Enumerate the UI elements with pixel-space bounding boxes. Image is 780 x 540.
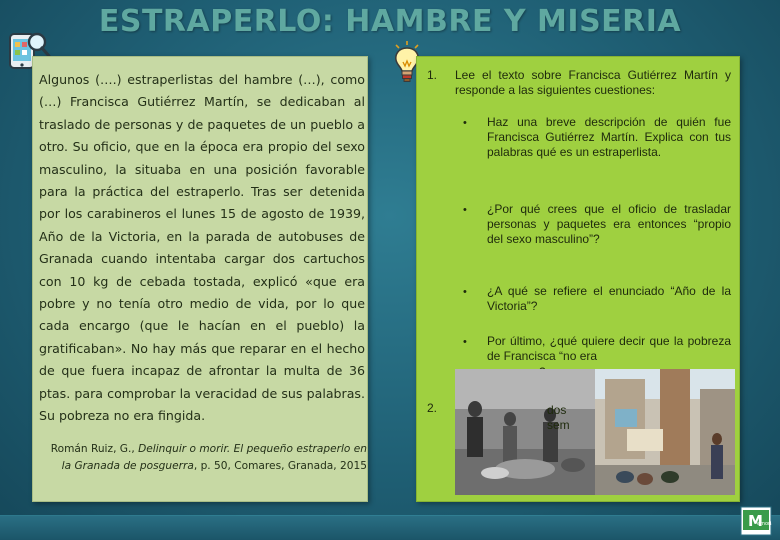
citation-title: Delinquir o morir. El pequeño estraperlo en la Granada de posguerra (61, 443, 367, 472)
logo-letter: M (748, 512, 763, 530)
questions-panel (416, 56, 740, 502)
citation (41, 441, 367, 475)
source-paragraph: Algunos (….) estraperlistas del hambre (…), como (…) Francisca Gutiérrez Martín, se dedicaban al traslado de personas y de paquetes de un pueblo a otro. Su oficio, que en la época era propio del sexo masculino, la situaba en una posición favorable para la práctica del estraperlo. Tras ser detenida por los carabineros el lunes 15 de agosto de 1939, Año de la Victoria, en la parada de autobuses de Granada cuando intentaba cargar dos cartuchos con 10 kg de cebada tostada, explicó «que era pobre y no tenía otro medio de vida, por lo que cada encargo (que le hacían en el pueblo) la gratificaban». No hay más que reparar en el hecho de que fuera incapaz de afrontar la multa de 36 ptas. para comprobar la veracidad de sus palabras. Su pobreza no era fingida. (39, 72, 365, 424)
citation-details: , p. 50, Comares, Granada, 2015 (193, 460, 367, 472)
question-2-fragment-2: sem (547, 418, 570, 432)
question-1-number: 1. (427, 68, 438, 82)
street-market-photo (455, 369, 735, 495)
question-1-bullet-4: Por último, ¿qué quiere decir que la pobreza de Francisca “no era (487, 334, 731, 363)
bullet-marker: • (463, 117, 467, 129)
footer-bar (0, 516, 780, 540)
question-1-text: Lee el texto sobre Francisca Gutiérrez Martín y responde a las siguientes cuestiones: (455, 68, 731, 97)
question-1-bullet-2: ¿Por qué crees que el oficio de trasladar personas y paquetes era entonces “propio del sexo masculino”? (487, 202, 731, 246)
citation-author: Román Ruiz, G., (50, 443, 139, 455)
question-2-number: 2. (427, 401, 438, 415)
slide-title: ESTRAPERLO: HAMBRE Y MISERIA (98, 4, 682, 39)
question-1-bullet-3: ¿A qué se refiere el enunciado “Año de la Victoria”? (487, 284, 731, 313)
bullet-marker: • (463, 204, 467, 216)
source-text-panel (32, 56, 368, 502)
memoria-logo-icon (740, 506, 772, 536)
logo-text: emor (757, 521, 771, 527)
bullet-marker: • (463, 336, 467, 348)
question-2-fragment-1: dos (547, 403, 567, 417)
bullet-marker: • (463, 286, 467, 298)
question-1-bullet-1: Haz una breve descripción de quién fue Francisca Gutiérrez Martín. Explica con tus palabras qué es un estraperlista. (487, 115, 731, 159)
